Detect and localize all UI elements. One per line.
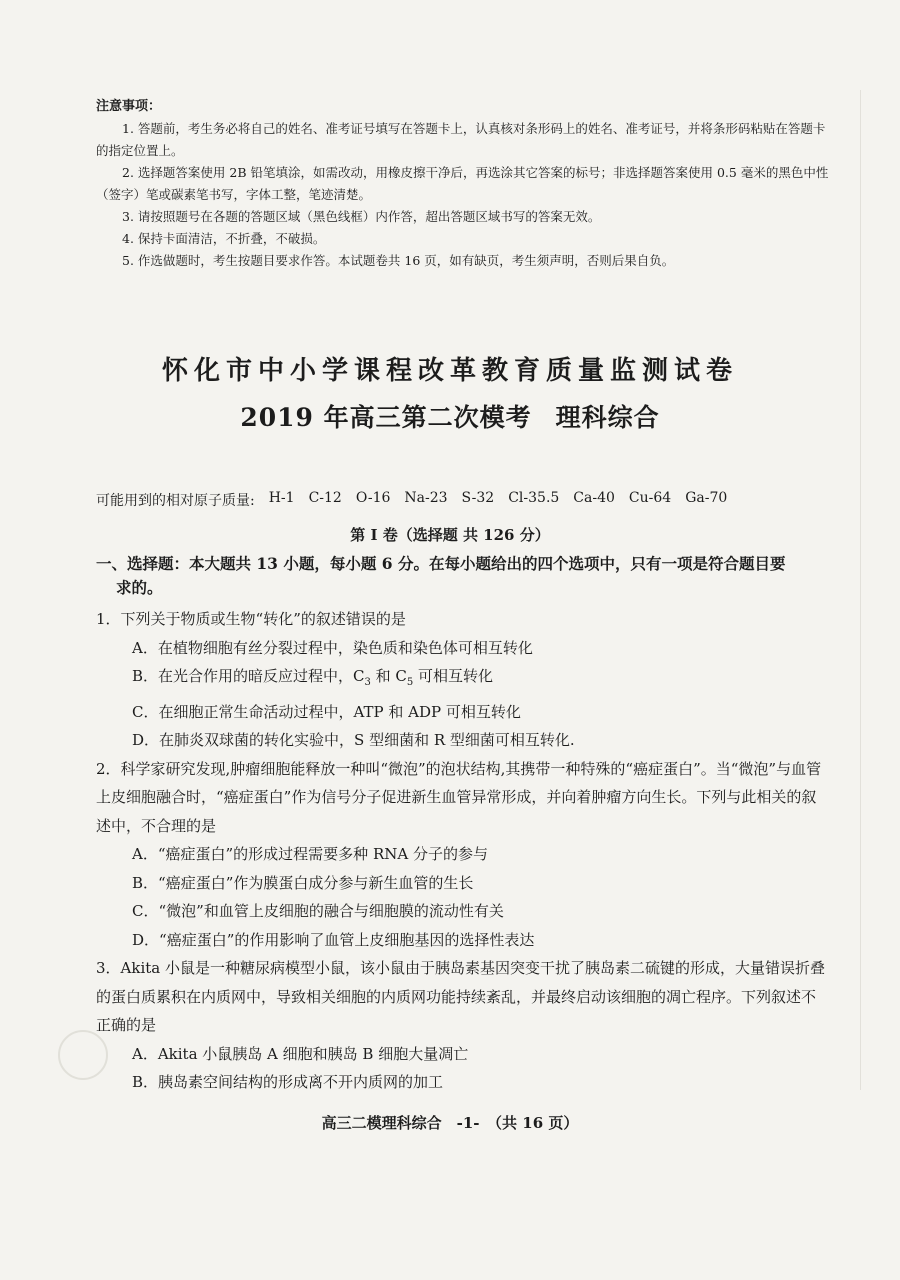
notice-item-4: 4. 保持卡面清洁，不折叠，不破损。 [122,231,326,246]
q1-b-text: B．在光合作用的暗反应过程中，C [132,667,365,685]
question-3-option-a: A．Akita 小鼠胰岛 A 细胞和胰岛 B 细胞大量凋亡 [132,1044,469,1063]
notice-item-5: 5. 作选做题时，考生按题目要求作答。本试题卷共 16 页，如有缺页，考生须声明，否则后果自负。 [122,253,675,268]
section-heading: 第 I 卷（选择题 共 126 分） [350,526,550,544]
mass-value: C-12 [308,490,342,506]
mass-value: Cu-64 [628,490,672,506]
q1-b-sub: 5 [406,677,414,688]
question-3-stem: 3．Akita 小鼠是一种糖尿病模型小鼠，该小鼠由于胰岛素基因突变干扰了胰岛素二硫键的形成，大量错误折叠的蛋白质累积在内质网中，导致相关细胞的内质网功能持续紊乱，并最终启动该细胞的凋亡程序。下列叙述不正确的是 [96,959,826,1034]
question-2-option-b: B．“癌症蛋白”作为膜蛋白成分参与新生血管的生长 [132,873,474,892]
q1-b-text: 和 C [370,667,407,685]
exam-subtitle-year: 2019 年高三第二次模考 [240,403,532,432]
mass-value: S-32 [461,490,495,506]
question-3-option-b: B．胰岛素空间结构的形成离不开内质网的加工 [132,1073,444,1091]
notice-item-3: 3. 请按照题号在各题的答题区域（黑色线框）内作答，超出答题区域书写的答案无效。 [122,209,601,224]
instruction-line-1: 一、选择题：本大题共 13 小题，每小题 6 分。在每小题给出的四个选项中，只有一项是符合题目要 [96,554,786,573]
exam-subtitle-subject: 理科综合 [555,403,660,432]
mass-value: Ca-40 [573,490,615,506]
notice-heading: 注意事项： [96,99,162,114]
mass-value: H-1 [268,490,295,506]
mass-value: O-16 [355,490,391,506]
question-2-option-c: C．“微泡”和血管上皮细胞的融合与细胞膜的流动性有关 [132,902,504,920]
q1-b-text: 可相互转化 [413,667,494,685]
question-2-option-a: A．“癌症蛋白”的形成过程需要多种 RNA 分子的参与 [132,845,488,863]
question-1-option-a: A．在植物细胞有丝分裂过程中，染色质和染色体可相互转化 [132,638,533,657]
mass-value: Na-23 [404,490,448,506]
q1-b-sub: 3 [364,677,371,688]
faded-stamp-mark [58,1030,108,1080]
atomic-masses-label: 可能用到的相对原子质量: [96,493,255,509]
instruction-line-2: 求的。 [116,578,163,597]
question-1-stem: 1．下列关于物质或生物“转化”的叙述错误的是 [96,610,406,628]
question-1-option-c: C．在细胞正常生命活动过程中，ATP 和 ADP 可相互转化 [132,702,521,721]
questions [96,605,826,1097]
page-footer: 高三二模理科综合 -1- （共 16 页） [321,1114,579,1132]
notice-block [96,96,836,272]
question-2-option-d: D．“癌症蛋白”的作用影响了血管上皮细胞基因的选择性表达 [132,930,535,949]
notice-item-1: 1. 答题前，考生务必将自己的姓名、准考证号填写在答题卡上，认真核对条形码上的姓名、准考证号，并将条形码粘贴在答题卡的指定位置上。 [96,121,826,158]
mass-value: Cl-35.5 [508,490,560,506]
atomic-masses [96,490,866,510]
exam-subtitle [0,398,900,434]
question-2-stem: 2．科学家研究发现,肿瘤细胞能释放一种叫“微泡”的泡状结构,其携带一种特殊的“癌症蛋白”。当“微泡”与血管上皮细胞融合时，“癌症蛋白”作为信号分子促进新生血管异常形成，并向着肿瘤方向生长。下列与此相关的叙述中，不合理的是 [96,759,822,835]
section-instruction [96,552,822,600]
exam-title: 怀化市中小学课程改革教育质量监测试卷 [161,356,738,386]
question-1-option-d: D．在肺炎双球菌的转化实验中，S 型细菌和 R 型细菌可相互转化. [132,731,575,749]
question-1-option-b [96,662,826,698]
scan-shadow-line [860,90,861,1090]
notice-item-2: 2. 选择题答案使用 2B 铅笔填涂，如需改动，用橡皮擦干净后，再选涂其它答案的标号；非选择题答案使用 0.5 毫米的黑色中性（签字）笔或碳素笔书写，字体工整，笔迹清楚。 [96,165,829,202]
mass-value: Ga-70 [685,490,728,506]
